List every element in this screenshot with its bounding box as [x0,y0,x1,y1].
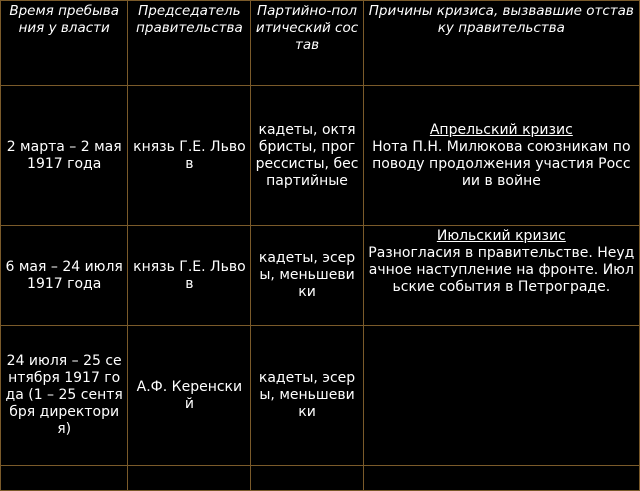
table-row [1,326,640,466]
cell-reasons [363,326,639,466]
table-row [1,466,640,491]
cell-party: кадеты, эсеры, меньшевики [251,326,363,466]
header-chair: Председатель правительства [128,1,251,86]
table-row [1,86,640,226]
table-header-row [1,1,640,86]
cell-party [251,466,363,491]
reason-title: Апрельский кризис [429,121,573,138]
reason-title: Июльский кризис [436,228,566,244]
cell-period [1,466,128,491]
cell-chair: князь Г.Е. Львов [128,226,251,326]
cell-reasons [363,226,639,326]
cell-period: 6 мая – 24 июля 1917 года [1,226,128,326]
cell-party: кадеты, эсеры, меньшевики [251,226,363,326]
header-party: Партийно-политический состав [251,1,363,86]
reason-text: Разногласия в правительстве. Неудачное наступление на фронте. Июльские события в Петрограде. [368,245,635,295]
cell-party: кадеты, октябристы, прогрессисты, беспартийные [251,86,363,226]
cell-chair: князь Г.Е. Львов [128,86,251,226]
cell-reasons [363,466,639,491]
cell-chair [128,466,251,491]
cell-chair: А.Ф. Керенский [128,326,251,466]
cell-period: 2 марта – 2 мая 1917 года [1,86,128,226]
header-reasons: Причины кризиса, вызвавшие отставку правительства [363,1,639,86]
reason-text: Нота П.Н. Милюкова союзникам по поводу продолжения участия России в войне [372,138,631,189]
table-row [1,226,640,326]
header-period: Время пребывания у власти [1,1,128,86]
cell-reasons [363,86,639,226]
cell-period: 24 июля – 25 сентября 1917 года (1 – 25 сентября директория) [1,326,128,466]
